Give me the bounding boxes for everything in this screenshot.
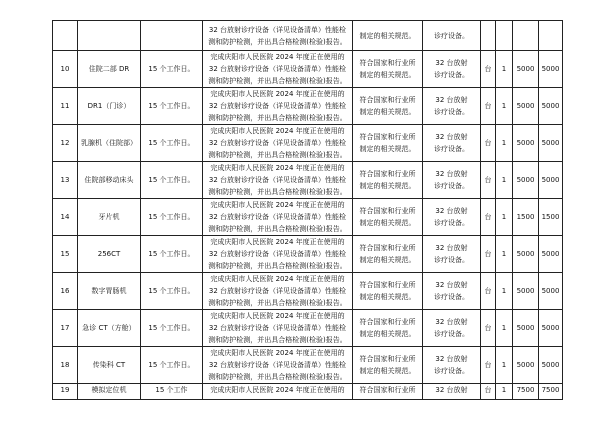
desc-line: 32 台放射诊疗设备（详见设备清单）性能检: [208, 361, 347, 369]
cell-standard: [353, 310, 423, 347]
cat-line: 诊疗设备。: [434, 182, 469, 190]
cell-qty: 1: [496, 310, 513, 347]
cell-period: 15 个工作日。: [141, 347, 203, 384]
cell-qty: 1: [496, 347, 513, 384]
cell-period: 15 个工作日。: [141, 125, 203, 162]
cat-line: 诊疗设备。: [434, 367, 469, 375]
cell-unit: 台: [481, 162, 496, 199]
cell-no: 11: [53, 88, 78, 125]
cell-name: 模拟定位机: [78, 384, 141, 400]
cell-name: 256CT: [78, 236, 141, 273]
cell-total: 1500: [539, 199, 563, 236]
cell-price: 5000: [513, 125, 539, 162]
desc-line: 测和防护检测，并出具合格检测(检验)报告。: [208, 188, 347, 196]
cell-standard: [353, 162, 423, 199]
std-line: 制定的相关规范。: [359, 367, 416, 375]
cell-no: 17: [53, 310, 78, 347]
cell-total: 5000: [539, 236, 563, 273]
cat-line: 诊疗设备。: [434, 108, 469, 116]
cell-total: 5000: [539, 88, 563, 125]
cell-description: [203, 273, 353, 310]
cell-price: 5000: [513, 347, 539, 384]
cat-line: 32 台放射: [435, 281, 468, 289]
cell-name: 数字胃肠机: [78, 273, 141, 310]
cell-description: [203, 384, 353, 400]
desc-line: 32 台放射诊疗设备（详见设备清单）性能检: [208, 176, 347, 184]
table-row: [53, 51, 563, 88]
desc-line: 完成庆阳市人民医院 2024 年度正在使用的: [210, 386, 345, 394]
table-row: [53, 199, 563, 236]
table-row: [53, 273, 563, 310]
cell-category: [423, 125, 481, 162]
cell-name: DR1（门诊）: [78, 88, 141, 125]
cell-category: [423, 88, 481, 125]
desc-line: 32 台放射诊疗设备（详见设备清单）性能检: [208, 250, 347, 258]
desc-line: 完成庆阳市人民医院 2024 年度正在使用的: [210, 349, 345, 357]
cell-description: [203, 347, 353, 384]
table-row: [53, 125, 563, 162]
cat-line: 32 台放射: [435, 170, 468, 178]
std-line: 符合国家和行业所: [359, 59, 416, 67]
table-row: [53, 162, 563, 199]
desc-line: 32 台放射诊疗设备（详见设备清单）性能检: [208, 139, 347, 147]
cell-qty: 1: [496, 51, 513, 88]
std-line: 符合国家和行业所: [359, 207, 416, 215]
cell-standard: [353, 21, 423, 51]
cell-unit: 台: [481, 88, 496, 125]
cell-unit: 台: [481, 310, 496, 347]
std-line: 符合国家和行业所: [359, 355, 416, 363]
desc-line: 测和防护检测，并出具合格检测(检验)报告。: [208, 373, 347, 381]
cell-unit: 台: [481, 384, 496, 400]
cell-name: 急诊 CT（方舱）: [78, 310, 141, 347]
desc-line: 32 台放射诊疗设备（详见设备清单）性能检: [208, 213, 347, 221]
cell-name: 住院二部 DR: [78, 51, 141, 88]
std-line: 符合国家和行业所: [359, 133, 416, 141]
desc-line: 32 台放射诊疗设备（详见设备清单）性能检: [208, 324, 347, 332]
cell-category: [423, 162, 481, 199]
std-line: 制定的相关规范。: [359, 145, 416, 153]
cell-description: [203, 199, 353, 236]
cell-category: [423, 384, 481, 400]
cell-standard: [353, 273, 423, 310]
cell-unit: 台: [481, 347, 496, 384]
cell-qty: 1: [496, 162, 513, 199]
cell-period: [141, 21, 203, 51]
cat-line: 32 台放射: [435, 318, 468, 326]
cell-standard: [353, 384, 423, 400]
cat-line: 32 台放射: [435, 96, 468, 104]
cell-standard: [353, 347, 423, 384]
equipment-table: [52, 20, 563, 400]
cell-qty: [496, 21, 513, 51]
std-line: 制定的相关规范。: [359, 219, 416, 227]
cell-category: [423, 273, 481, 310]
std-line: 制定的相关规范。: [359, 256, 416, 264]
cell-unit: [481, 21, 496, 51]
cell-no: 13: [53, 162, 78, 199]
cell-qty: 1: [496, 273, 513, 310]
desc-line: 测和防护检测，并出具合格检测(检验)报告。: [208, 336, 347, 344]
cat-line: 32 台放射: [435, 244, 468, 252]
cell-total: 5000: [539, 273, 563, 310]
cell-unit: 台: [481, 199, 496, 236]
cell-category: [423, 21, 481, 51]
std-line: 制定的相关规范。: [359, 182, 416, 190]
std-line: 符合国家和行业所: [359, 386, 416, 394]
std-line: 制定的相关规范。: [359, 108, 416, 116]
std-line: 制定的相关规范。: [359, 71, 416, 79]
cell-unit: 台: [481, 125, 496, 162]
cell-name: 传染科 CT: [78, 347, 141, 384]
cell-standard: [353, 199, 423, 236]
cat-line: 诊疗设备。: [434, 31, 469, 40]
cell-price: 5000: [513, 236, 539, 273]
desc-line: 测和防护检测，并出具合格检测(检验)报告。: [208, 262, 347, 270]
desc-line: 测和防护检测，并出具合格检测(检验)报告。: [208, 299, 347, 307]
cell-category: [423, 236, 481, 273]
cell-period: 15 个工作日。: [141, 162, 203, 199]
cell-price: 1500: [513, 199, 539, 236]
table-row: [53, 347, 563, 384]
cell-qty: 1: [496, 88, 513, 125]
cell-price: 5000: [513, 51, 539, 88]
cell-price: [513, 21, 539, 51]
std-line: 符合国家和行业所: [359, 96, 416, 104]
cat-line: 诊疗设备。: [434, 293, 469, 301]
cell-name: 住院部移动床头: [78, 162, 141, 199]
desc-line: 完成庆阳市人民医院 2024 年度正在使用的: [210, 275, 345, 283]
desc-line: 32 台放射诊疗设备（详见设备清单）性能检: [208, 25, 347, 34]
std-line: 符合国家和行业所: [359, 170, 416, 178]
cell-description: [203, 236, 353, 273]
cat-line: 诊疗设备。: [434, 256, 469, 264]
cell-standard: [353, 236, 423, 273]
cell-price: 5000: [513, 310, 539, 347]
desc-line: 完成庆阳市人民医院 2024 年度正在使用的: [210, 53, 345, 61]
cell-unit: 台: [481, 236, 496, 273]
desc-line: 测和防护检测，并出具合格检测(检验)报告。: [208, 114, 347, 122]
cell-category: [423, 199, 481, 236]
table-row: [53, 310, 563, 347]
cell-period: 15 个工作日。: [141, 273, 203, 310]
cell-no: 12: [53, 125, 78, 162]
cell-price: 5000: [513, 273, 539, 310]
cell-total: 5000: [539, 51, 563, 88]
desc-line: 32 台放射诊疗设备（详见设备清单）性能检: [208, 65, 347, 73]
cat-line: 诊疗设备。: [434, 330, 469, 338]
cell-qty: 1: [496, 384, 513, 400]
cell-description: [203, 51, 353, 88]
std-line: 制定的相关规范。: [359, 330, 416, 338]
table-row: [53, 384, 563, 400]
cell-qty: 1: [496, 236, 513, 273]
cell-no: 18: [53, 347, 78, 384]
cell-price: 5000: [513, 162, 539, 199]
cell-qty: 1: [496, 199, 513, 236]
cell-no: 10: [53, 51, 78, 88]
cell-total: [539, 21, 563, 51]
cell-name: 牙片机: [78, 199, 141, 236]
cell-total: 5000: [539, 125, 563, 162]
cell-name: [78, 21, 141, 51]
cell-no: 19: [53, 384, 78, 400]
table-row-partial: [53, 21, 563, 51]
cell-no: 16: [53, 273, 78, 310]
cell-total: 7500: [539, 384, 563, 400]
cat-line: 32 台放射: [435, 207, 468, 215]
cell-description: [203, 88, 353, 125]
cell-period: 15 个工作日。: [141, 199, 203, 236]
cell-period: 15 个工作日。: [141, 88, 203, 125]
cell-description: [203, 21, 353, 51]
cell-standard: [353, 51, 423, 88]
cell-no: [53, 21, 78, 51]
desc-line: 测和防护检测，并出具合格检测(检验)报告。: [208, 225, 347, 233]
cell-description: [203, 162, 353, 199]
cell-name: 乳腺机（住院部）: [78, 125, 141, 162]
table-row: [53, 236, 563, 273]
desc-line: 测和防护检测，并出具合格检测(检验)报告。: [208, 37, 347, 46]
desc-line: 完成庆阳市人民医院 2024 年度正在使用的: [210, 312, 345, 320]
desc-line: 测和防护检测，并出具合格检测(检验)报告。: [208, 77, 347, 85]
cell-period: 15 个工作日。: [141, 310, 203, 347]
cell-standard: [353, 88, 423, 125]
cell-no: 14: [53, 199, 78, 236]
desc-line: 32 台放射诊疗设备（详见设备清单）性能检: [208, 287, 347, 295]
table-row: [53, 88, 563, 125]
cell-price: 7500: [513, 384, 539, 400]
cell-category: [423, 310, 481, 347]
cell-category: [423, 51, 481, 88]
cell-total: 5000: [539, 310, 563, 347]
cell-unit: 台: [481, 273, 496, 310]
cell-period: 15 个工作日。: [141, 51, 203, 88]
cat-line: 32 台放射: [435, 386, 468, 394]
std-line: 制定的相关规范。: [359, 31, 416, 40]
desc-line: 完成庆阳市人民医院 2024 年度正在使用的: [210, 201, 345, 209]
cat-line: 诊疗设备。: [434, 219, 469, 227]
desc-line: 完成庆阳市人民医院 2024 年度正在使用的: [210, 127, 345, 135]
std-line: 符合国家和行业所: [359, 244, 416, 252]
cell-total: 5000: [539, 162, 563, 199]
std-line: 符合国家和行业所: [359, 281, 416, 289]
desc-line: 测和防护检测，并出具合格检测(检验)报告。: [208, 151, 347, 159]
cat-line: 32 台放射: [435, 355, 468, 363]
std-line: 制定的相关规范。: [359, 293, 416, 301]
cell-unit: 台: [481, 51, 496, 88]
cell-qty: 1: [496, 125, 513, 162]
desc-line: 完成庆阳市人民医院 2024 年度正在使用的: [210, 164, 345, 172]
cell-description: [203, 310, 353, 347]
cell-standard: [353, 125, 423, 162]
cell-period: 15 个工作: [141, 384, 203, 400]
cell-category: [423, 347, 481, 384]
desc-line: 完成庆阳市人民医院 2024 年度正在使用的: [210, 238, 345, 246]
cat-line: 32 台放射: [435, 59, 468, 67]
desc-line: 32 台放射诊疗设备（详见设备清单）性能检: [208, 102, 347, 110]
cell-period: 15 个工作日。: [141, 236, 203, 273]
std-line: 符合国家和行业所: [359, 318, 416, 326]
cell-no: 15: [53, 236, 78, 273]
cell-price: 5000: [513, 88, 539, 125]
cat-line: 诊疗设备。: [434, 145, 469, 153]
cat-line: 32 台放射: [435, 133, 468, 141]
cat-line: 诊疗设备。: [434, 71, 469, 79]
cell-total: 5000: [539, 347, 563, 384]
desc-line: 完成庆阳市人民医院 2024 年度正在使用的: [210, 90, 345, 98]
cell-description: [203, 125, 353, 162]
